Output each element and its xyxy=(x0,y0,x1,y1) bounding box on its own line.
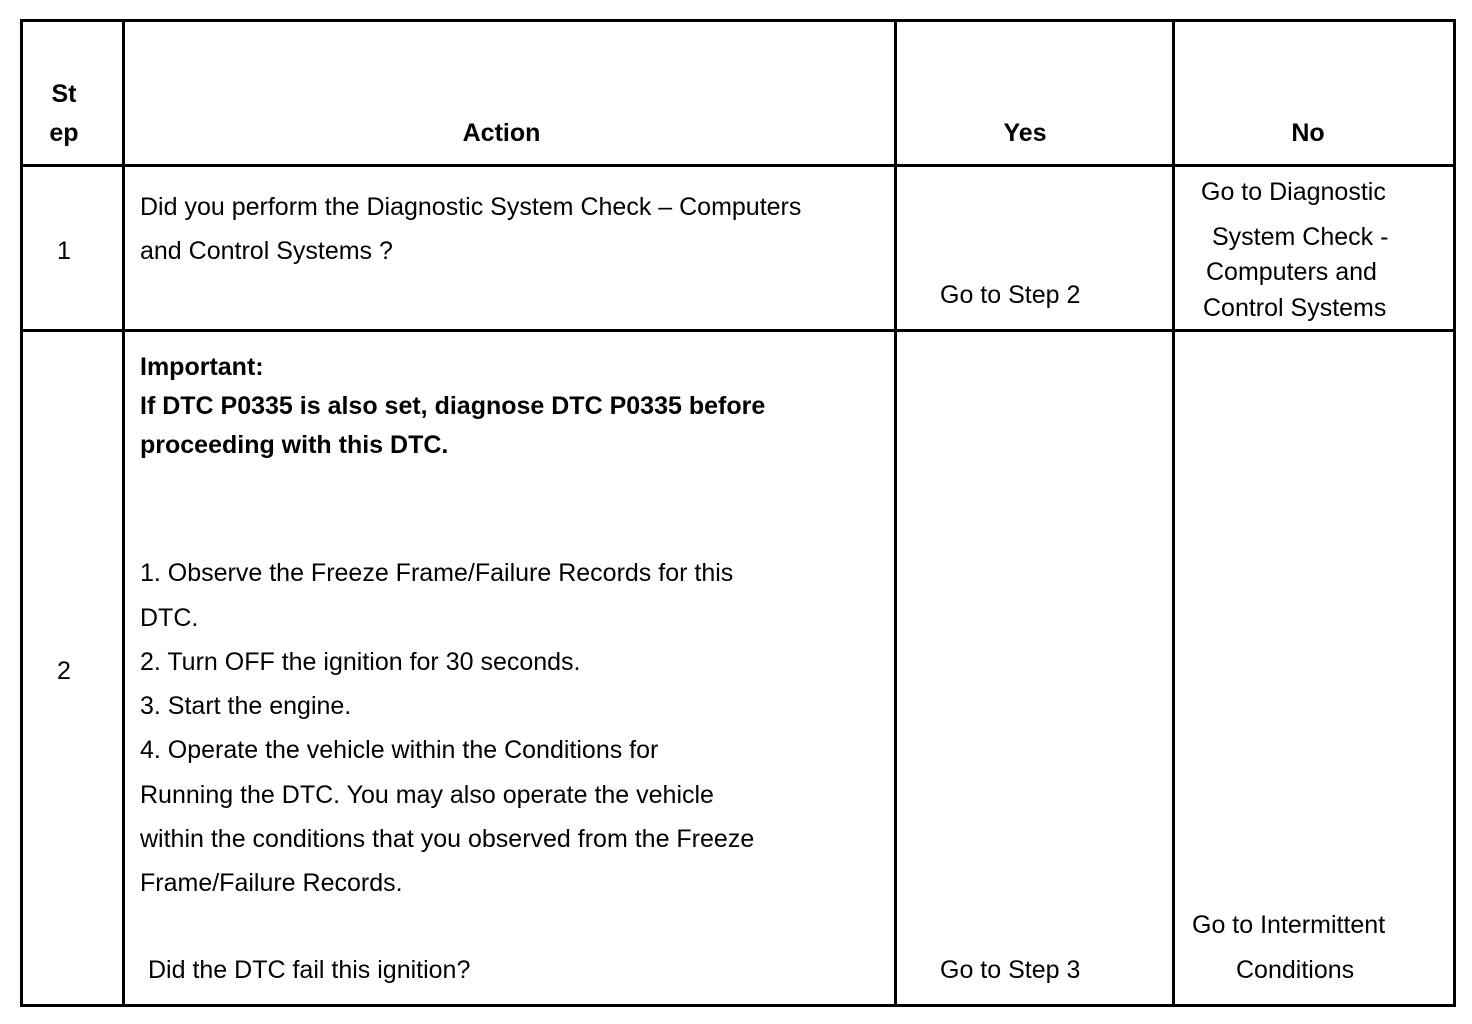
row-2-action-line-3: 2. Turn OFF the ignition for 30 seconds. xyxy=(140,648,581,676)
header-divider xyxy=(20,164,1456,167)
row-2-important-line-1: If DTC P0335 is also set, diagnose DTC P0335 before xyxy=(140,392,766,420)
row-2-step: 2 xyxy=(57,657,71,685)
row-2-question: Did the DTC fail this ignition? xyxy=(148,956,471,984)
header-step-line-1: St xyxy=(51,80,77,108)
row-2-no-line-2: Conditions xyxy=(1236,956,1355,984)
column-divider-yes xyxy=(1172,19,1175,1007)
table-border-left xyxy=(20,19,23,1007)
row-2-action-line-5: 4. Operate the vehicle within the Conditions for xyxy=(140,736,659,764)
header-no: No xyxy=(1291,119,1325,147)
header-step-line-2: ep xyxy=(49,119,79,147)
row-1-no-line-2: System Check - xyxy=(1212,223,1389,251)
row-2-action-line-7: within the conditions that you observed from the Freeze xyxy=(140,825,755,853)
row-2-action-line-8: Frame/Failure Records. xyxy=(140,869,403,897)
row-2-yes: Go to Step 3 xyxy=(940,956,1081,984)
table-border-bottom xyxy=(20,1004,1456,1007)
row-2-action-line-4: 3. Start the engine. xyxy=(140,692,352,720)
column-divider-action xyxy=(894,19,897,1007)
row-divider xyxy=(20,329,1456,332)
row-1-no-line-3: Computers and xyxy=(1206,258,1377,286)
row-1-no-line-1: Go to Diagnostic xyxy=(1201,178,1386,206)
diagnostic-table xyxy=(20,19,1456,1007)
table-border-top xyxy=(20,19,1456,22)
row-2-action-line-2: DTC. xyxy=(140,604,199,632)
row-2-action-line-6: Running the DTC. You may also operate the vehicle xyxy=(140,781,714,809)
row-1-action-line-2: and Control Systems ? xyxy=(140,237,393,265)
row-2-no-line-1: Go to Intermittent xyxy=(1192,911,1386,939)
row-2-important-heading: Important: xyxy=(140,353,264,381)
row-1-step: 1 xyxy=(57,237,71,265)
row-1-yes: Go to Step 2 xyxy=(940,281,1081,309)
row-1-action-line-1: Did you perform the Diagnostic System Check – Computers xyxy=(140,193,802,221)
table-border-right xyxy=(1453,19,1456,1007)
row-1-no-line-4: Control Systems xyxy=(1203,294,1387,322)
row-2-important-line-2: proceeding with this DTC. xyxy=(140,431,449,459)
header-yes: Yes xyxy=(1003,119,1047,147)
header-action: Action xyxy=(462,119,541,147)
row-2-action-line-1: 1. Observe the Freeze Frame/Failure Records for this xyxy=(140,559,734,587)
column-divider-step xyxy=(122,19,125,1007)
